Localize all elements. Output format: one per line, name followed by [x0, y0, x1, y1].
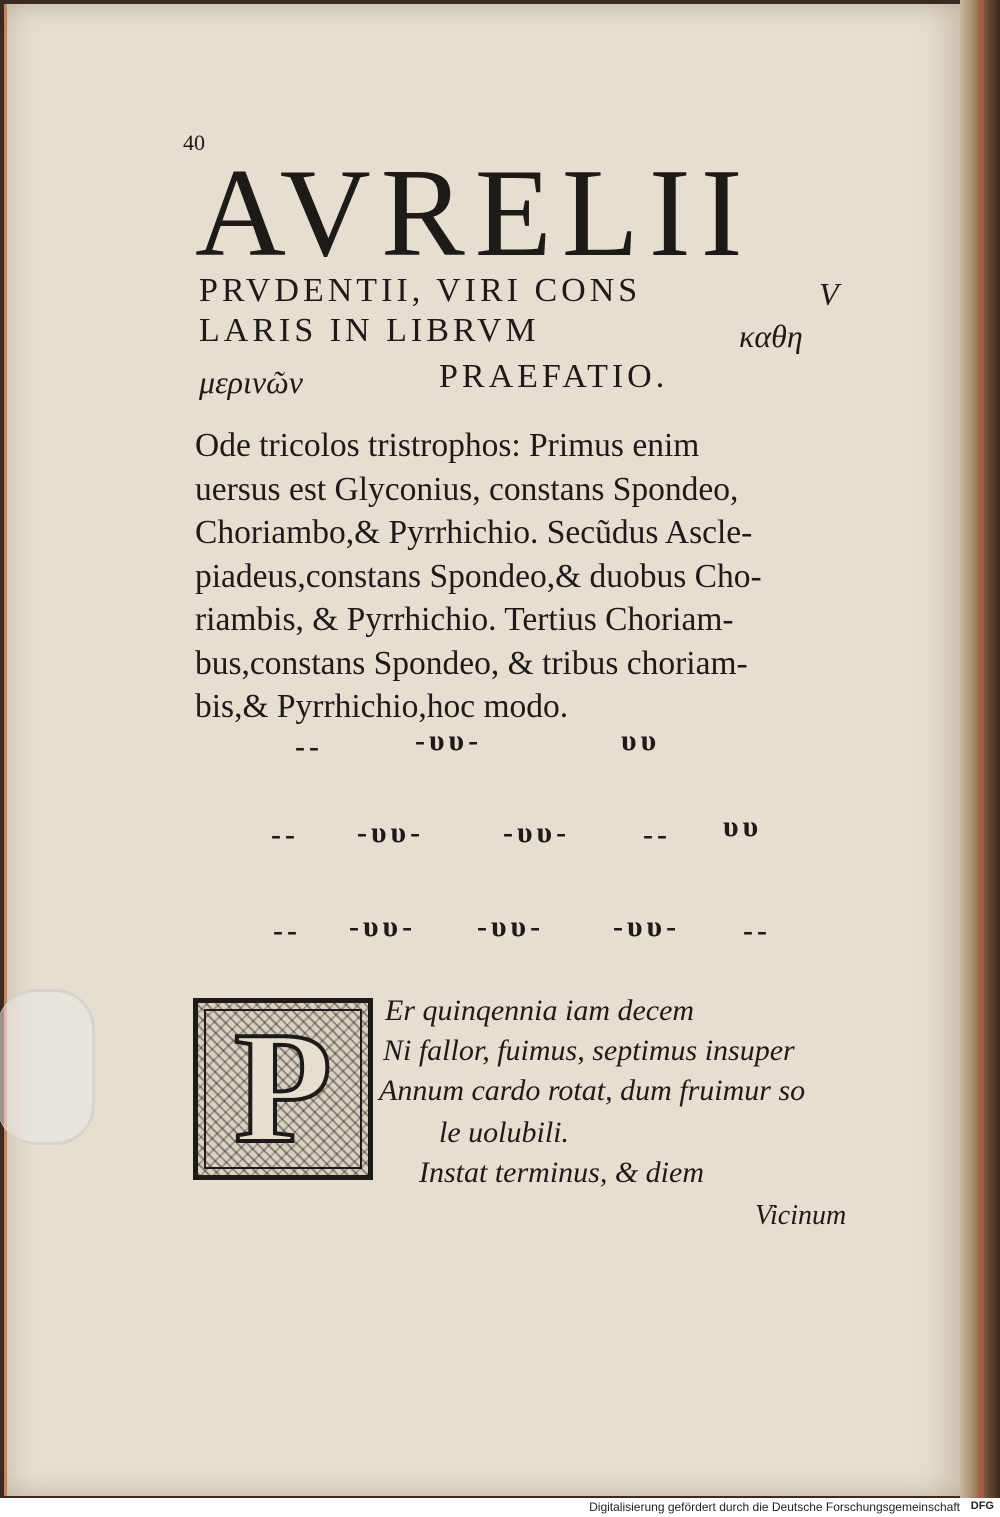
meter-foot: --	[743, 914, 771, 947]
paragraph-line: uersus est Glyconius, constans Spondeo,	[195, 470, 739, 508]
dfg-logo: DFG	[970, 1500, 994, 1512]
meter-foot: -υυ-	[613, 910, 681, 943]
handwritten-note-3: μερινῶν	[199, 364, 303, 400]
paragraph-line: bis,& Pyrrhichio,hoc modo.	[195, 688, 569, 725]
meter-foot: υυ	[723, 810, 763, 843]
handwritten-note-2: καθη	[739, 318, 803, 354]
footer-credit: Digitalisierung gefördert durch die Deutsche Forschungsgemeinschaft	[589, 1500, 960, 1514]
book-page	[4, 4, 965, 1496]
paragraph-line: riambis, & Pyrrhichio. Tertius Choriam-	[195, 601, 734, 638]
verse-line: le uolubili.	[439, 1116, 569, 1149]
meter-foot: --	[295, 730, 323, 763]
initial-letter: P	[234, 998, 332, 1176]
meter-foot: υυ	[621, 724, 661, 757]
catchword: Vicinum	[755, 1200, 847, 1231]
meter-foot: --	[643, 818, 671, 851]
paragraph-line: Choriambo,& Pyrrhichio. Secũdus Ascle-	[195, 514, 753, 551]
decorated-initial	[193, 998, 373, 1180]
page-content	[7, 4, 965, 1496]
paragraph-line: Ode tricolos tristrophos: Primus enim	[195, 427, 700, 464]
meter-foot: --	[273, 914, 301, 947]
meter-foot: -υυ-	[477, 910, 545, 943]
verse-line: Annum cardo rotat, dum fruimur so	[379, 1074, 806, 1107]
subtitle-line-1	[199, 272, 839, 310]
paragraph-line: bus,constans Spondeo, & tribus choriam-	[195, 644, 748, 682]
subtitle-text-3: PRAEFATIO.	[439, 358, 669, 395]
paragraph-line: piadeus,constans Spondeo,& duobus Cho-	[195, 557, 762, 595]
subtitle-line-2	[199, 312, 839, 354]
meter-foot: --	[271, 818, 299, 851]
meter-foot: -υυ-	[357, 816, 425, 849]
meter-foot: -υυ-	[349, 910, 417, 943]
subtitle-text-2: LARIS IN LIBRVM	[199, 312, 540, 349]
meter-foot: -υυ-	[415, 724, 483, 757]
subtitle-text-1: PRVDENTII, VIRI CONS	[199, 272, 642, 309]
verse-line: Er quinqennia iam decem	[385, 994, 695, 1027]
meter-foot: -υυ-	[503, 816, 571, 849]
verse-line: Instat terminus, & diem	[419, 1156, 704, 1189]
verse-line: Ni fallor, fuimus, septimus insuper	[383, 1034, 795, 1067]
handwritten-note-1: V	[819, 276, 839, 312]
preface-paragraph	[195, 424, 875, 729]
footer-bar	[0, 1498, 1000, 1517]
page-number: 40	[183, 130, 205, 155]
page-title: AVRELII	[195, 144, 753, 283]
book-edge-red	[978, 0, 984, 1498]
